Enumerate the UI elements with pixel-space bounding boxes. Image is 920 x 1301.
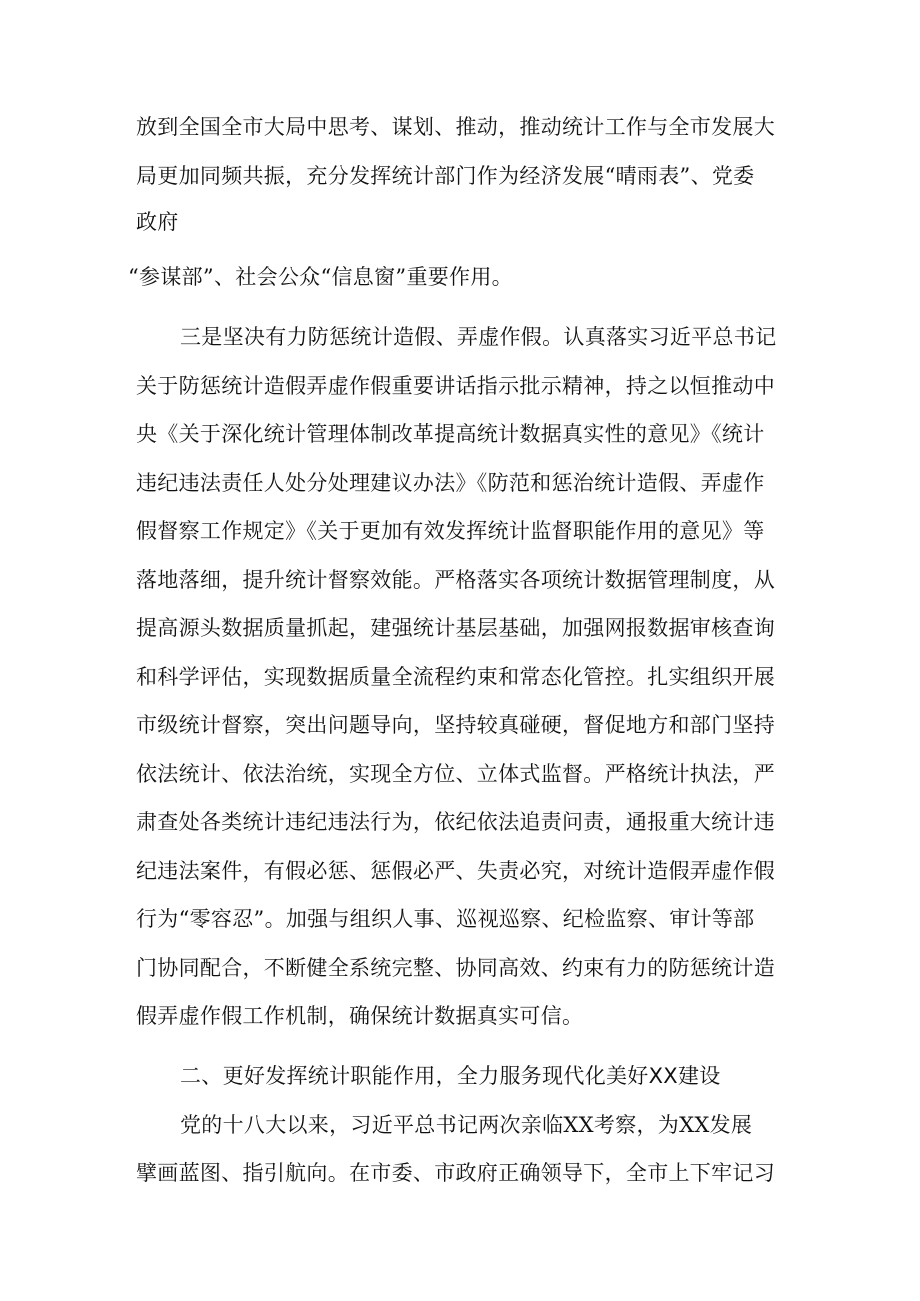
text-line: 政府 xyxy=(136,210,179,234)
text-line: 擘画蓝图、指引航向。在市委、市政府正确领导下，全市上下牢记习 xyxy=(136,1161,775,1185)
text-line: 市级统计督察，突出问题导向，坚持较真碰硬，督促地方和部门坚持 xyxy=(136,713,775,737)
text-line: 提高源头数据质量抓起，建强统计基层基础，加强网报数据审核查询 xyxy=(136,616,775,640)
text-line: 纪违法案件，有假必惩、惩假必严、失责必究，对统计造假弄虚作假 xyxy=(136,859,775,883)
text-line: 假督察工作规定》《关于更加有效发挥统计监督职能作用的意见》等 xyxy=(136,519,765,543)
text-line: 落地落细，提升统计督察效能。严格落实各项统计数据管理制度，从 xyxy=(136,568,775,592)
text-line: 肃查处各类统计违纪违法行为，依纪依法追责问责，通报重大统计违 xyxy=(136,810,775,834)
text-line: 依法统计、依法治统，实现全方位、立体式监督。严格统计执法，严 xyxy=(136,762,775,786)
text-line: “参谋部”、社会公众“信息窗”重要作用。 xyxy=(128,265,513,289)
text-line: 放到全国全市大局中思考、谋划、推动，推动统计工作与全市发展大 xyxy=(136,115,775,139)
section-heading: 二、更好发挥统计职能作用，全力服务现代化美好XX建设 xyxy=(180,1064,721,1088)
text-line: 央《关于深化统计管理体制改革提高统计数据真实性的意见》《统计 xyxy=(136,422,765,446)
text-line: 假弄虚作假工作机制，确保统计数据真实可信。 xyxy=(136,1004,584,1028)
text-line: 关于防惩统计造假弄虚作假重要讲话指示批示精神，持之以恒推动中 xyxy=(136,374,775,398)
text-line: 违纪违法责任人处分处理建议办法》《防范和惩治统计造假、弄虚作 xyxy=(136,471,765,495)
text-line: 和科学评估，实现数据质量全流程约束和常态化管控。扎实组织开展 xyxy=(136,665,775,689)
text-line: 门协同配合，不断健全系统完整、协同高效、约束有力的防惩统计造 xyxy=(136,956,775,980)
text-line: 行为“零容忍”。加强与组织人事、巡视巡察、纪检监察、审计等部 xyxy=(136,907,755,931)
text-line: 党的十八大以来，习近平总书记两次亲临XX考察，为XX发展 xyxy=(180,1113,753,1137)
text-line: 三是坚决有力防惩统计造假、弄虚作假。认真落实习近平总书记 xyxy=(180,325,777,349)
text-line: 局更加同频共振，充分发挥统计部门作为经济发展“晴雨表”、党委 xyxy=(136,164,755,188)
